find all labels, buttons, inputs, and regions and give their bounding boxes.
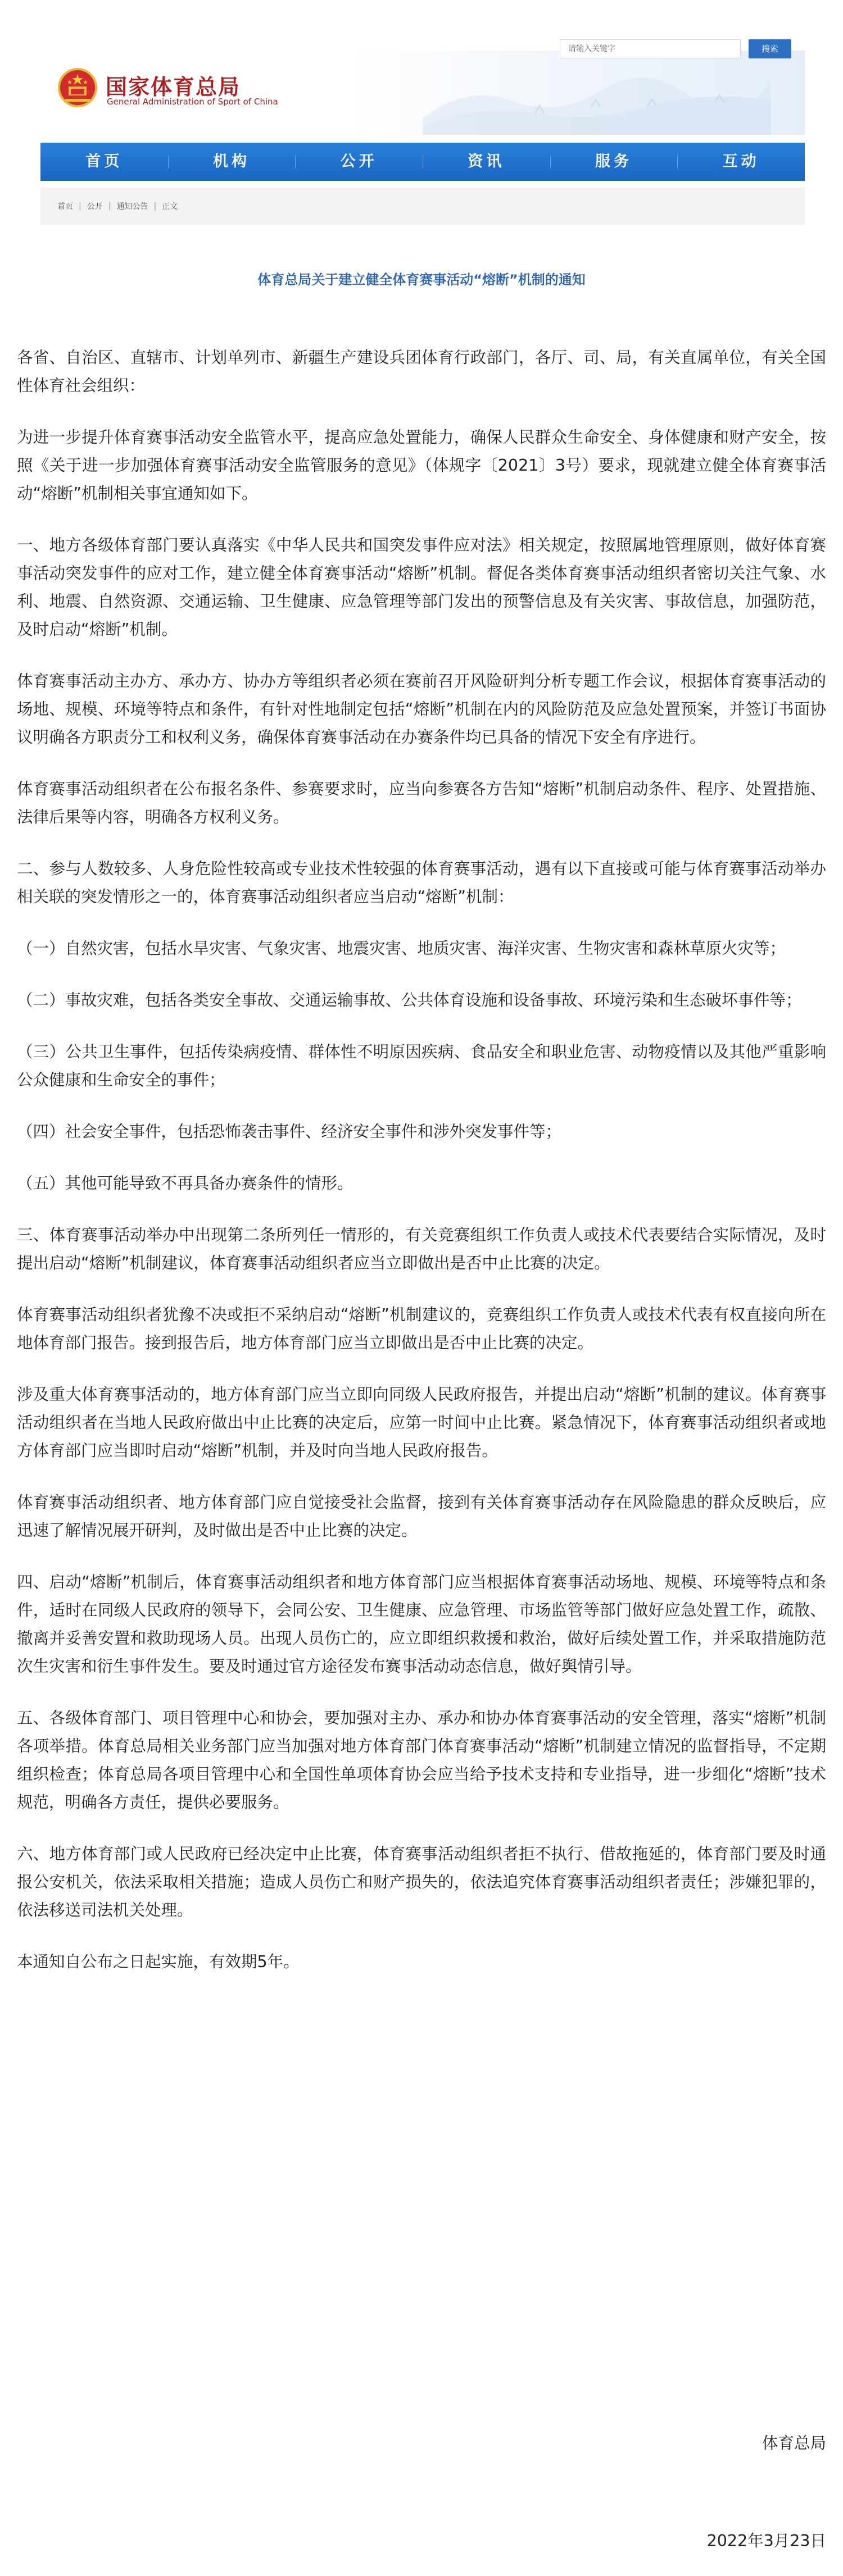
- signature-date: 2022年3月23日: [706, 2532, 826, 2550]
- article-body: [17, 344, 826, 2000]
- site-subtitle: General Administration of Sport of China: [107, 97, 278, 107]
- nav-item-institutions[interactable]: 机构: [168, 143, 296, 181]
- breadcrumb: [40, 188, 805, 225]
- site-title[interactable]: 国家体育总局: [106, 75, 241, 99]
- nav-item-news[interactable]: 资讯: [423, 143, 550, 181]
- main-nav: [40, 143, 805, 181]
- article-paragraph: 体育赛事活动主办方、承办方、协办方等组织者必须在赛前召开风险研判分析专题工作会议，根据体育赛事活动的场地、规模、环境等特点和条件，有针对性地制定包括“熔断”机制在内的风险防范及应急处置预案，并签订书面协议明确各方职责分工和权利义务，确保体育赛事活动在办赛条件均已具备的情况下安全有序进行。: [17, 672, 826, 747]
- article-paragraph: 各省、自治区、直辖市、计划单列市、新疆生产建设兵团体育行政部门，各厅、司、局，有关直属单位，有关全国性体育社会组织：: [17, 348, 826, 395]
- article-paragraph: 四、启动“熔断”机制后，体育赛事活动组织者和地方体育部门应当根据体育赛事活动场地、规模、环境等特点和条件，适时在同级人民政府的领导下，会同公安、卫生健康、应急管理、市场监管等部门做好应急处置工作，疏散、撤离并妥善安置和救助现场人员。出现人员伤亡的，应立即组织救援和救治，做好后续处置工作，并采取措施防范次生灾害和衍生事件发生。要及时通过官方途径发布赛事活动动态信息，做好舆情引导。: [17, 1573, 826, 1676]
- nav-item-services[interactable]: 服务: [550, 143, 678, 181]
- article-paragraph: （二）事故灾难，包括各类安全事故、交通运输事故、公共体育设施和设备事故、环境污染和生态破坏事件等；: [17, 991, 802, 1009]
- article-paragraph: 为进一步提升体育赛事活动安全监管水平，提高应急处置能力，确保人民群众生命安全、身体健康和财产安全，按照《关于进一步加强体育赛事活动安全监管服务的意见》（体规字〔2021〕3号）要求，现就建立健全体育赛事活动“熔断”机制相关事宜通知如下。: [17, 428, 826, 503]
- article-paragraph: 一、地方各级体育部门要认真落实《中华人民共和国突发事件应对法》相关规定，按照属地管理原则，做好体育赛事活动突发事件的应对工作，建立健全体育赛事活动“熔断”机制。督促各类体育赛事活动组织者密切关注气象、水利、地震、自然资源、交通运输、卫生健康、应急管理等部门发出的预警信息及有关灾害、事故信息，加强防范，及时启动“熔断”机制。: [17, 536, 826, 639]
- article-paragraph: （三）公共卫生事件，包括传染病疫情、群体性不明原因疾病、食品安全和职业危害、动物疫情以及其他严重影响公众健康和生命安全的事件；: [17, 1043, 826, 1089]
- search-button[interactable]: 搜索: [749, 39, 791, 58]
- nav-item-public[interactable]: 公开: [295, 143, 423, 181]
- great-wall-decoration: [423, 51, 771, 135]
- search-box: [560, 39, 741, 58]
- article-paragraph: （一）自然灾害，包括水旱灾害、气象灾害、地震灾害、地质灾害、海洋灾害、生物灾害和森林草原火灾等；: [17, 939, 786, 958]
- article-paragraph: 五、各级体育部门、项目管理中心和协会，要加强对主办、承办和协办体育赛事活动的安全管理，落实“熔断”机制各项举措。体育总局相关业务部门应当加强对地方体育部门体育赛事活动“熔断”机制建立情况的监督指导，不定期组织检查；体育总局各项目管理中心和全国性单项体育协会应当给予技术支持和专业指导，进一步细化“熔断”技术规范，明确各方责任，提供必要服务。: [17, 1709, 826, 1812]
- search-input[interactable]: [560, 40, 692, 58]
- nav-item-home[interactable]: 首页: [85, 153, 123, 170]
- article-paragraph: （五）其他可能导致不再具备办赛条件的情形。: [17, 1174, 353, 1193]
- breadcrumb-separator: |: [79, 202, 81, 211]
- article-paragraph: 涉及重大体育赛事活动的，地方体育部门应当立即向同级人民政府报告，并提出启动“熔断”机制的建议。体育赛事活动组织者在当地人民政府做出中止比赛的决定后，应第一时间中止比赛。紧急情况下，体育赛事活动组织者或地方体育部门应当即时启动“熔断”机制，并及时向当地人民政府报告。: [17, 1385, 826, 1460]
- article-paragraph: 体育赛事活动组织者在公布报名条件、参赛要求时，应当向参赛各方告知“熔断”机制启动条件、程序、处置措施、法律后果等内容，明确各方权利义务。: [17, 780, 826, 826]
- nav-item-interaction[interactable]: 互动: [677, 143, 805, 181]
- article-paragraph: 三、体育赛事活动举办中出现第二条所列任一情形的，有关竞赛组织工作负责人或技术代表要结合实际情况，及时提出启动“熔断”机制建议，体育赛事活动组织者应当立即做出是否中止比赛的决定。: [17, 1226, 826, 1272]
- signature-organization: 体育总局: [762, 2434, 826, 2452]
- article-paragraph: 体育赛事活动组织者犹豫不决或拒不采纳启动“熔断”机制建议的，竞赛组织工作负责人或技术代表有权直接向所在地体育部门报告。接到报告后，地方体育部门应当立即做出是否中止比赛的决定。: [17, 1305, 826, 1352]
- article-paragraph: 本通知自公布之日起实施，有效期5年。: [17, 1953, 300, 1971]
- article-paragraph: 二、参与人数较多、人身危险性较高或专业技术性较强的体育赛事活动，遇有以下直接或可能与体育赛事活动举办相关联的突发情形之一的，体育赛事活动组织者应当启动“熔断”机制：: [17, 859, 826, 906]
- breadcrumb-public[interactable]: 公开: [87, 202, 103, 211]
- breadcrumb-home[interactable]: 首页: [57, 202, 73, 211]
- article-paragraph: 体育赛事活动组织者、地方体育部门应自觉接受社会监督，接到有关体育赛事活动存在风险隐患的群众反映后，应迅速了解情况展开研判，及时做出是否中止比赛的决定。: [17, 1493, 826, 1540]
- breadcrumb-current: 正文: [162, 202, 178, 211]
- breadcrumb-separator: |: [153, 202, 157, 211]
- breadcrumb-separator: |: [108, 202, 111, 211]
- breadcrumb-notices[interactable]: 通知公告: [116, 202, 148, 211]
- national-emblem-icon: [57, 67, 98, 108]
- article-paragraph: 六、地方体育部门或人民政府已经决定中止比赛，体育赛事活动组织者拒不执行、借故拖延的，体育部门要及时通报公安机关，依法采取相关措施；造成人员伤亡和财产损失的，依法追究体育赛事活动组织者责任；涉嫌犯罪的，依法移送司法机关处理。: [17, 1845, 826, 1919]
- site-header: [40, 51, 805, 135]
- article-title: 体育总局关于建立健全体育赛事活动“熔断”机制的通知: [257, 272, 586, 288]
- article-paragraph: （四）社会安全事件，包括恐怖袭击事件、经济安全事件和涉外突发事件等；: [17, 1122, 562, 1141]
